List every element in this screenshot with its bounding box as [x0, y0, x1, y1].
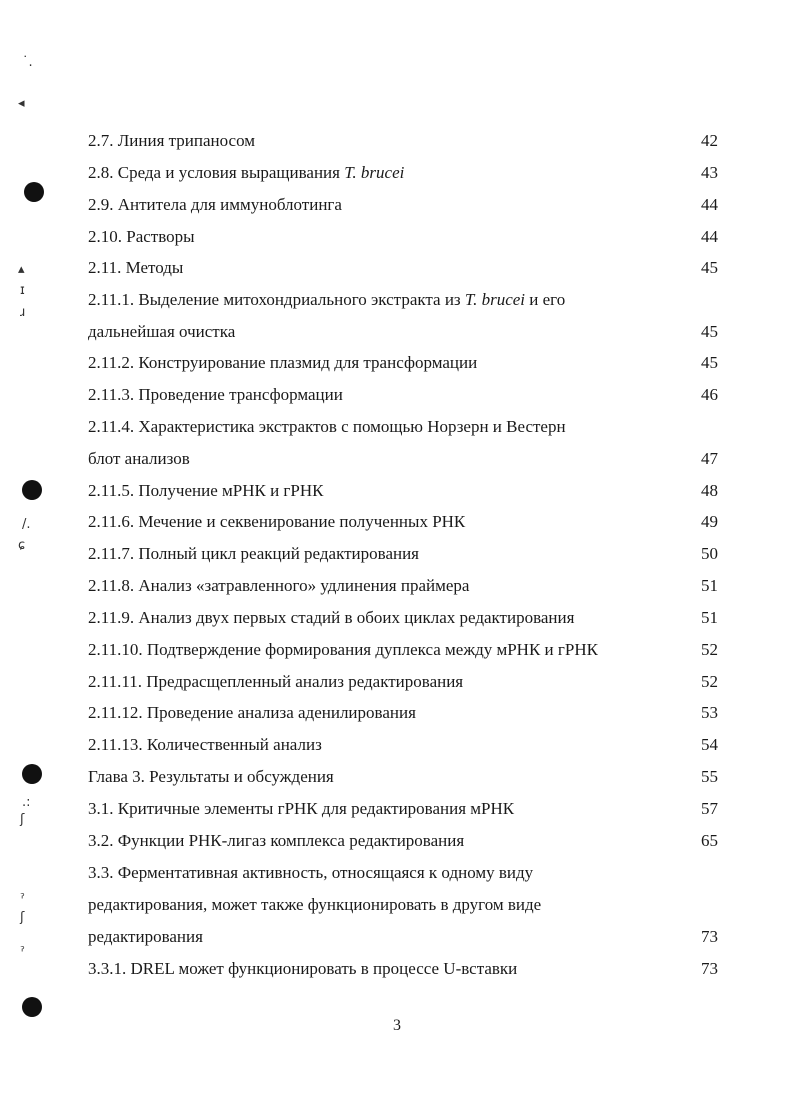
toc-entry-page: 46: [701, 385, 718, 404]
scan-speck: ɹ: [20, 305, 26, 320]
toc-entry-page: 73: [701, 959, 718, 978]
toc-entry-title: дальнейшая очистка: [88, 322, 236, 341]
toc-entry-title: 2.11.9. Анализ двух первых стадий в обоих циклах редактирования: [88, 608, 575, 627]
toc-entry-title: 2.11.11. Предрасщепленный анализ редактирования: [88, 672, 464, 691]
scan-speck: /.: [22, 517, 31, 532]
page-number: 3: [393, 1017, 401, 1034]
toc-entry-page: 43: [701, 163, 718, 182]
toc-entry-title: 3.3.1. DREL может функционировать в процессе U-вставки: [88, 959, 518, 978]
scan-speck: .:: [22, 795, 31, 810]
toc-entry-title: 2.11.7. Полный цикл реакций редактирования: [88, 544, 420, 563]
toc-entry-page: 54: [701, 735, 718, 754]
toc-entry-title: 2.11.1. Выделение митохондриального экстракта из T. brucei и его: [88, 290, 566, 309]
toc-entry-page: 42: [701, 131, 718, 150]
toc-entry-title: 2.11.12. Проведение анализа аденилирования: [88, 703, 416, 722]
toc-entry-title: редактирования: [88, 927, 203, 946]
toc-entry-title: 2.11.2. Конструирование плазмид для трансформации: [88, 353, 478, 372]
toc-entry-page: 52: [701, 640, 718, 659]
scan-speck: ˙.: [22, 55, 33, 70]
toc-entry-page: 44: [701, 227, 718, 246]
scan-speck: ɪ: [20, 283, 25, 298]
toc-entry-page: 45: [701, 258, 718, 277]
toc-entry: [88, 892, 718, 918]
toc-entry: [88, 605, 718, 631]
toc-entry: [88, 860, 718, 886]
toc-entry: [88, 764, 718, 790]
toc-entry-page: 49: [701, 512, 718, 531]
toc-entry: [88, 732, 718, 758]
toc-entry: [88, 956, 718, 982]
toc-entry: [88, 287, 718, 313]
toc-entry: [88, 160, 718, 186]
toc-entry: [88, 192, 718, 218]
toc-entry: [88, 796, 718, 822]
toc-entry-page: 57: [701, 799, 718, 818]
toc-entry: [88, 224, 718, 250]
scan-speck: ˀ: [20, 945, 25, 960]
toc-entry: [88, 350, 718, 376]
scan-speck: ◂: [18, 96, 25, 111]
toc-entry-title: 2.9. Антитела для иммуноблотинга: [88, 195, 342, 214]
toc-entry: [88, 414, 718, 440]
toc-entry: [88, 573, 718, 599]
toc-entry-title: 2.11.5. Получение мРНК и гРНК: [88, 481, 324, 500]
toc-entry: [88, 382, 718, 408]
toc-entry-page: 73: [701, 927, 718, 946]
scan-speck: ɕ: [18, 538, 26, 553]
toc-entry-page: 48: [701, 481, 718, 500]
toc-entry-title: 2.8. Среда и условия выращивания T. brucei: [88, 163, 405, 182]
toc-entry-title: 2.11.3. Проведение трансформации: [88, 385, 343, 404]
toc-entry-title: редактирования, может также функционировать в другом виде: [88, 895, 542, 914]
toc-entry-page: 51: [701, 608, 718, 627]
toc-entry-page: 50: [701, 544, 718, 563]
toc-entry-page: 51: [701, 576, 718, 595]
toc-entry-title: 2.10. Растворы: [88, 227, 195, 246]
toc-entry: [88, 509, 718, 535]
toc-entry: [88, 828, 718, 854]
toc-entry: [88, 446, 718, 472]
toc-entry-page: 53: [701, 703, 718, 722]
toc-entry: [88, 541, 718, 567]
toc-entry-title: 3.3. Ферментативная активность, относящаяся к одному виду: [88, 863, 534, 882]
scan-speck: ˀ: [20, 892, 25, 907]
toc-entry: [88, 669, 718, 695]
scan-speck: ▴: [18, 262, 25, 277]
toc-entry-page: 44: [701, 195, 718, 214]
toc-entry-title: 2.11.4. Характеристика экстрактов с помощью Норзерн и Вестерн: [88, 417, 566, 436]
toc-entry-title: 2.11. Методы: [88, 258, 184, 277]
toc-entry-page: 47: [701, 449, 718, 468]
toc-entry-title: 3.1. Критичные элементы гРНК для редактирования мРНК: [88, 799, 515, 818]
toc-entry-title: 2.7. Линия трипаносом: [88, 131, 256, 150]
toc-entry-title: 2.11.10. Подтверждение формирования дуплекса между мРНК и гРНК: [88, 640, 598, 659]
toc-entry-title: 2.11.8. Анализ «затравленного» удлинения праймера: [88, 576, 470, 595]
toc-entry-title: 2.11.6. Мечение и секвенирование полученных РНК: [88, 512, 466, 531]
toc-entry-page: 45: [701, 322, 718, 341]
toc-entry-page: 65: [701, 831, 718, 850]
toc-entry-title: 2.11.13. Количественный анализ: [88, 735, 322, 754]
toc-entry-title: 3.2. Функции РНК-лигаз комплекса редактирования: [88, 831, 465, 850]
toc-entry-title: блот анализов: [88, 449, 190, 468]
toc-entry: [88, 924, 718, 950]
scan-speck: ʃ: [20, 812, 25, 827]
toc-entry-page: 52: [701, 672, 718, 691]
toc-entry: [88, 319, 718, 345]
toc-entry-page: 45: [701, 353, 718, 372]
scan-speck: ʃ: [20, 910, 25, 925]
toc-entry: [88, 478, 718, 504]
toc-entry-title: Глава 3. Результаты и обсуждения: [88, 767, 334, 786]
toc-entry: [88, 128, 718, 154]
toc-entry: [88, 637, 718, 663]
toc-entry: [88, 700, 718, 726]
toc-entry-page: 55: [701, 767, 718, 786]
toc-entry: [88, 255, 718, 281]
